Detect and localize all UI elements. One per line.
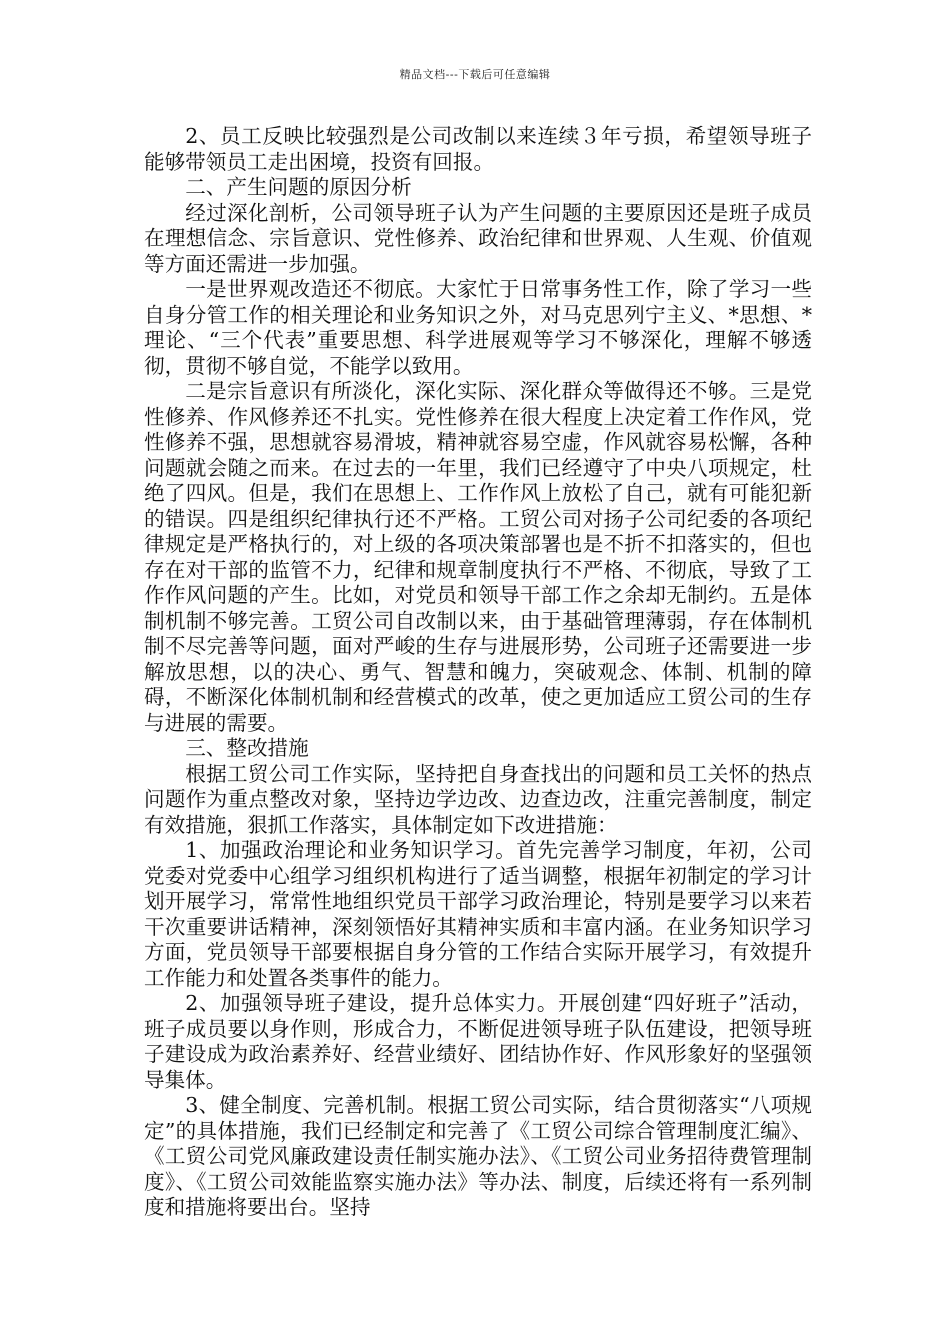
section-heading-cause-analysis: 二、产生问题的原因分析 bbox=[185, 175, 412, 199]
page-header: 精品文档---下载后可任意编辑 bbox=[399, 68, 551, 81]
paragraph-measure-study: 1、加强政治理论和业务知识学习。首先完善学习制度，年初，公司党委对党委中心组学习组织机构进行了适当调整，根据年初制定的学习计划开展学习，常常性地组织党员干部学习政治理论，特别是要学习以来若干次重要讲话精神，深刻领悟好其精神实质和丰富内涵。在业务知识学习方面，党员领导干部要根据自身分管的工作结合实际开展学习，有效提升工作能力和处置各类事件的能力。 bbox=[144, 838, 812, 990]
paragraph-worldview: 一是世界观改造还不彻底。大家忙于日常事务性工作，除了学习一些自身分管工作的相关理论和业务知识之外，对马克思列宁主义、*思想、*理论、“三个代表”重要思想、科学进展观等学习不够深化，理解不够透彻，贯彻不够自觉，不能学以致用。 bbox=[144, 277, 812, 378]
paragraph-rectification-intro: 根据工贸公司工作实际，坚持把自身查找出的问题和员工关怀的热点问题作为重点整改对象，坚持边学边改、边查边改，注重完善制度，制定有效措施，狠抓工作落实，具体制定如下改进措施： bbox=[144, 761, 812, 837]
paragraph-purpose-awareness: 二是宗旨意识有所淡化，深化实际、深化群众等做得还不够。三是党性修养、作风修养还不扎实。党性修养在很大程度上决定着工作作风，党性修养不强，思想就容易滑坡，精神就容易空虚，作风就容易松懈，各种问题就会随之而来。在过去的一年里，我们已经遵守了中央八项规定，杜绝了四风。但是，我们在思想上、工作作风上放松了自己，就有可能犯新的错误。四是组织纪律执行还不严格。工贸公司对扬子公司纪委的各项纪律规定是严格执行的，对上级的各项决策部署也是不折不扣落实的，但也存在对干部的监管不力，纪律和规章制度执行不严格、不彻底，导致了工作作风问题的产生。比如，对党员和领导干部工作之余却无制约。五是体制机制不够完善。工贸公司自改制以来，由于基础管理薄弱，存在体制机制不尽完善等问题，面对严峻的生存与进展形势，公司班子还需要进一步解放思想，以的决心、勇气、智慧和魄力，突破观念、体制、机制的障碍，不断深化体制机制和经营模式的改革，使之更加适应工贸公司的生存与进展的需要。 bbox=[144, 379, 812, 735]
document-body bbox=[144, 124, 812, 1221]
paragraph-measure-leadership: 2、加强领导班子建设，提升总体实力。开展创建“四好班子”活动，班子成员要以身作则，形成合力，不断促进领导班子队伍建设，把领导班子建设成为政治素养好、经营业绩好、团结协作好、作风形象好的坚强领导集体。 bbox=[144, 991, 812, 1092]
paragraph-measure-system: 3、健全制度、完善机制。根据工贸公司实际，结合贯彻落实“八项规定”的具体措施，我们已经制定和完善了《工贸公司综合管理制度汇编》、《工贸公司党风廉政建设责任制实施办法》、《工贸公司业务招待费管理制度》、《工贸公司效能监察实施办法》等办法、制度，后续还将有一系列制度和措施将要出台。坚持 bbox=[144, 1093, 812, 1219]
paragraph-main-cause: 经过深化剖析，公司领导班子认为产生问题的主要原因还是班子成员在理想信念、宗旨意识、党性修养、政治纪律和世界观、人生观、价值观等方面还需进一步加强。 bbox=[144, 200, 812, 276]
paragraph-employee-feedback: 2、员工反映比较强烈是公司改制以来连续３年亏损，希望领导班子能够带领员工走出困境，投资有回报。 bbox=[144, 124, 812, 174]
section-heading-rectification: 三、整改措施 bbox=[185, 736, 309, 760]
